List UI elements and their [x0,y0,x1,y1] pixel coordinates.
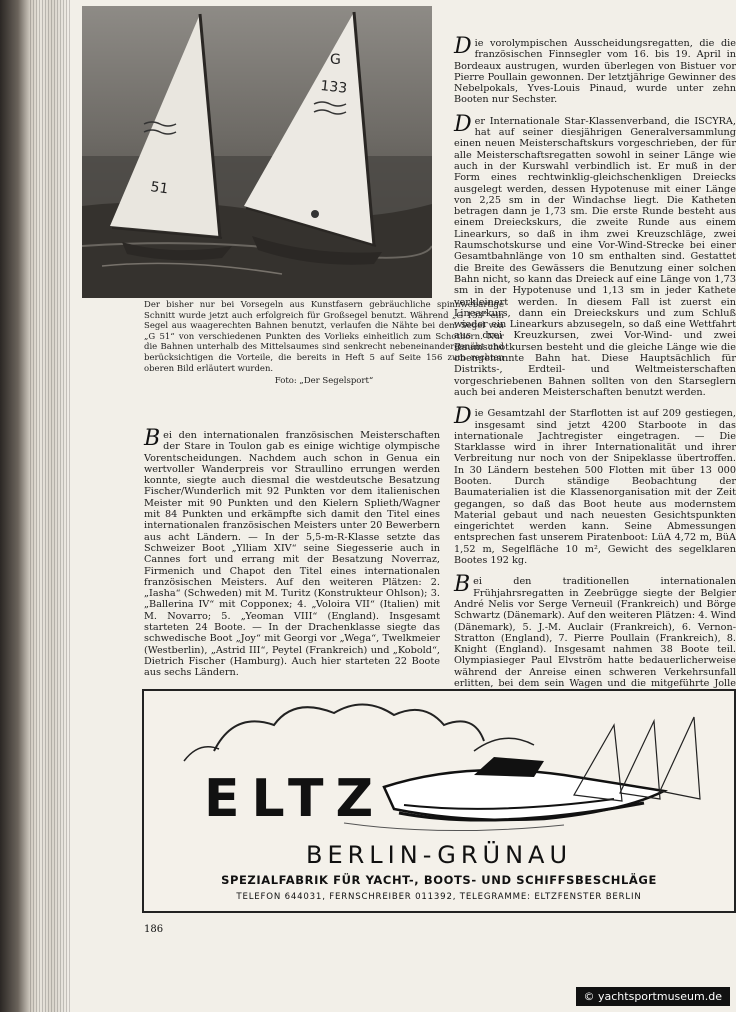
magazine-page [70,0,736,1012]
ad-company-name: ELTZ [204,769,386,829]
sailboats-image [82,6,432,298]
page-edges [30,0,70,1012]
drop-cap: D [454,34,472,59]
right-sail-number: 133 [319,78,348,97]
caption-text: Der bisher nur bei Vorsegeln aus Kunstfasern gebräuchliche spinnwebartige Schnitt wurde jetzt auch erfolgreich für Großsegel benutzt. Während „G 133“ ein Segel aus waagerechten Bahnen benutzt, verlaufen die Nähte bei dem Segel von „G 51“ von verschiedenen Punkten des Vorlieks einheitlich zum Schothorn. Nur die Bahnen unterhalb des Mittelsaumes sind senkrecht nebeneinandergenäht und berücksichtigen die Vorteile, die bereits in Heft 5 auf Seite 156 zum rechten oberen Bild erläutert wurden. [144,300,504,374]
drop-cap: B [454,572,471,598]
article-paragraph: Die vorolympischen Ausscheidungsregatten, die die französischen Finnsegler vom 16. bis 19. April in Bordeaux austrugen, wurden überlegen von Bistuer vor Pierre Poullain gewonnen. Der letztjährige Gewinner des Nebelpokals, Yves-Louis Pinaud, wurde unter zehn Booten nur Sechster. [454,34,736,106]
ad-subtitle: SPEZIALFABRIK FÜR YACHT-, BOOTS- UND SCHIFFSBESCHLÄGE [221,873,657,887]
ad-contact: TELEFON 644031, FERNSCHREIBER 011392, TELEGRAMME: ELTZFENSTER BERLIN [236,892,642,902]
photo-credit: Foto: „Der Segelsport“ [274,376,374,387]
svg-text:G: G [330,52,341,68]
drop-cap: D [454,111,472,137]
article-paragraph: Bei den traditionellen internationalen Frühjahrsregatten in Zeebrügge siegte der Belgier André Nelis vor Serge Verneuil (Frankreich) und Börge Schwartz (Dänemark). Auf den weiteren Plätzen: 4. Wind (Dänemark), 5. J.-M. Auclair (Frankreich), 6. Vernon-Stratton (England), 7. Pierre Poullain (Frankreich), 8. Knight (England). Insgesamt nahmen 38 Boote teil. Olympiasieger Paul Elvström hatte bedauerlicherweise während der Anreise einen schweren Verkehrsunfall erlitten, bei dem sein Wagen und die mitgeführte Jolle [454,572,736,690]
ad-city: BERLIN-GRÜNAU [305,841,573,869]
article-paragraph: Der Internationale Star-Klassenverband, die ISCYRA, hat auf seiner diesjährigen Generalversammlung einen neuen Meisterschaftskurs vorgeschrieben, der für alle Meisterschaftsregatten sowohl in seiner Länge wie auch in der Kurswahl verbindlich ist. Er muß in der Form eines rechtwinklig-gleichschenkligen Dreiecks ausgelegt werden, dessen Hypotenuse mit einer Länge von 2,25 sm in der Windachse liegt. Die Katheten betragen dann je 1,73 sm. Die erste Runde besteht aus einem Dreieckskurs, die zweite Runde aus einem Linearkurs, so daß in ihm zwei Kreuzschläge, zwei Raumschotskurse und eine Vor-Wind-Strecke bei einer Gesamtbahnlänge von 10 sm enthalten sind. Gestattet die Breite des Gewässers die Benutzung einer solchen Bahn nicht, so kann das Dreieck auf eine Länge von 1,73 sm in der Hypotenuse und 1,13 sm in jeder Kathete verkleinert werden. In diesem Fall ist zuerst ein Linearkurs, dann ein Dreieckskurs und zum Schluß wieder ein Linearkurs abzusegeln, so daß eine Wettfahrt aus drei Kreuzkursen, zwei Vor-Wind- und zwei Raumschotkursen besteht und die gleiche Länge wie die obengenannte Bahn hat. Diese Hauptsächlich für Distrikts-, Erdteil- und Weltmeisterschaften vorgeschriebenen Bahnen sollten von den Starseglern auch bei anderen Meisterschaften benutzt werden. [454,111,736,398]
article-paragraph: Bei den internationalen französischen Meisterschaften der Stare in Toulon gab es einige wichtige olympische Vorentscheidungen. Nachdem auch schon in Genua ein wertvoller Wanderpreis vor Straullino errungen werden konnte, siegte auch diesmal die westdeutsche Besatzung Fischer/Wunderlich mit 92 Punkten vor dem italienischen Meister mit 90 Punkten und den Kielern Splieth/Wagner mit 84 Punkten und erkämpfte sich damit den Titel eines internationalen französischen Meisters unter 20 Bewerbern aus acht Ländern. — In der 5,5-m-R-Klasse setzte das Schweizer Boot „Ylliam XIV“ seine Siegesserie auch in Cannes fort und errang mit der Besatzung Noverraz, Firmenich und Chapot den Titel eines internationalen französischen Meisters. Auf den weiteren Plätzen: 2. „Iasha“ (Schweden) mit M. Turitz (Konstrukteur Ohlson); 3. „Ballerina IV“ mit Copponex; 4. „Voloira VII“ (Italien) mit M. Novarro; 5. „Yeoman VIII“ (England). Insgesamt starteten 24 Boote. — In der Drachenklasse siegte das schwedische Boot „Joy“ mit Georgi vor „Wega“, Twelkmeier (Westberlin), „Astrid III“, Peytel (Frankreich) und „Kobold“, Dietrich Fischer (Hamburg). Auch hier starteten 22 Boote aus sechs Ländern. [144,426,440,679]
sailing-photo [82,6,432,298]
article-paragraph: Die Gesamtzahl der Starflotten ist auf 209 gestiegen, insgesamt sind jetzt 4200 Starboote in das internationale Jachtregister eingetragen. — Die Starklasse wird in ihrer Internationalität und ihrer Verbreitung nur noch von der Snipeklasse übertroffen. In 30 Ländern bestehen 500 Flotten mit über 13 000 Booten. Durch ständige Beobachtung der Baumaterialien ist die Klassenorganisation mit der Zeit gegangen, so daß das Boot heute aus modernstem Material gebaut und nach neuesten Gesichtspunkten eingerichtet werden kann. Seine Abmessungen entsprechen fast unserem Piratenboot: LüA 4,72 m, BüA 1,52 m, Segelfläche 10 m², Gewicht des segelklaren Bootes 192 kg. [454,404,736,567]
left-sail-number: 51 [149,179,170,198]
drop-cap: D [454,404,472,430]
left-column [144,426,440,689]
ad-sail-3 [660,717,700,799]
eltz-advertisement [142,689,736,913]
page-number: 186 [144,924,164,935]
watermark: © yachtsportmuseum.de [576,987,730,1006]
drop-cap: B [144,426,161,451]
book-spine [0,0,70,1012]
right-column [454,34,736,745]
photo-caption [144,300,504,387]
